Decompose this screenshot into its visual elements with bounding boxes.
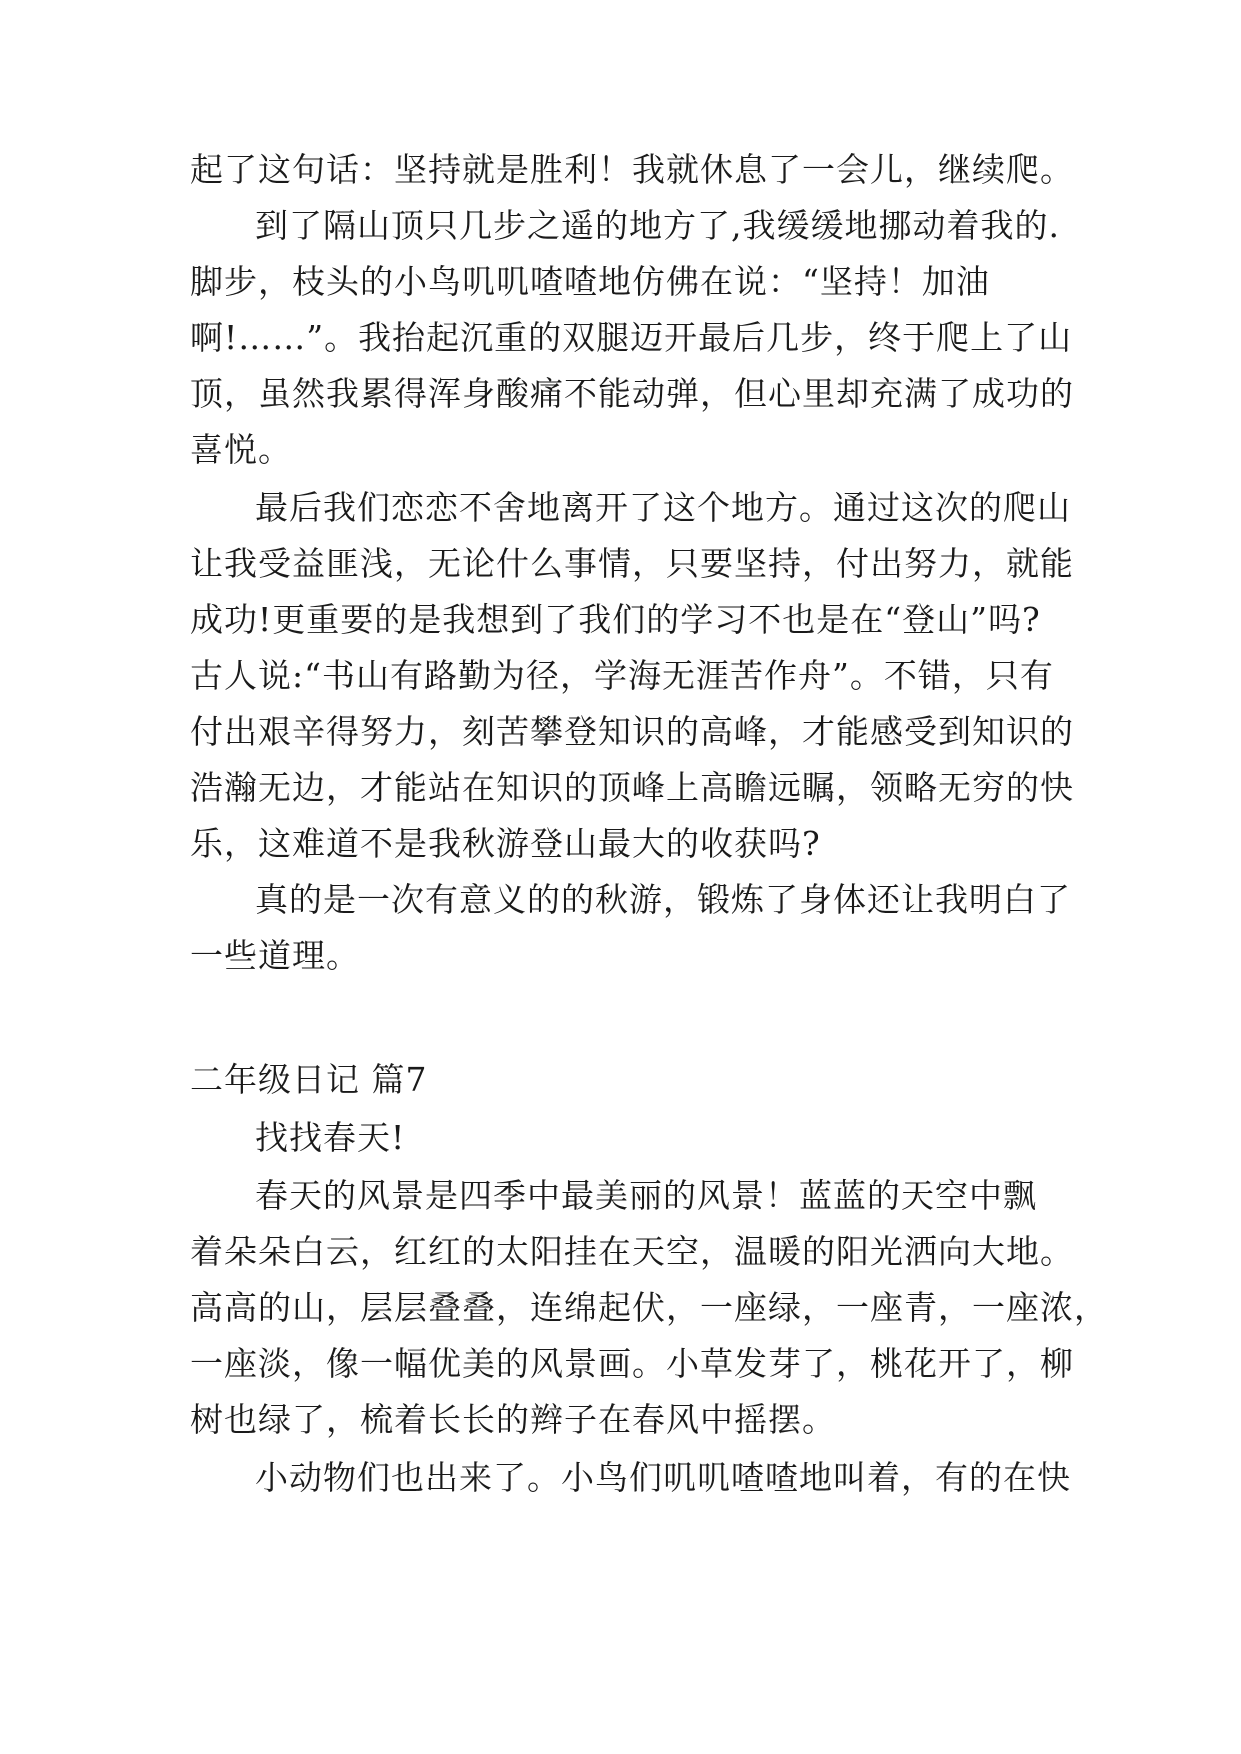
- text-line: 啊!……”。我抬起沉重的双腿迈开最后几步，终于爬上了山: [190, 318, 1073, 357]
- text-line: 乐，这难道不是我秋游登山最大的收获吗?: [190, 824, 821, 863]
- paragraph-first-line: 小动物们也出来了。小鸟们叽叽喳喳地叫着，有的在快: [255, 1458, 1071, 1497]
- text-line: 一座淡，像一幅优美的风景画。小草发芽了，桃花开了，柳: [190, 1344, 1074, 1383]
- section-heading: 二年级日记 篇7: [190, 1060, 428, 1099]
- text-line: 让我受益匪浅，无论什么事情，只要坚持，付出努力，就能: [190, 544, 1074, 583]
- paragraph-first-line: 真的是一次有意义的的秋游，锻炼了身体还让我明白了: [255, 880, 1071, 919]
- text-line: 脚步，枝头的小鸟叽叽喳喳地仿佛在说：“坚持！加油: [190, 262, 990, 301]
- text-line: 浩瀚无边，才能站在知识的顶峰上高瞻远瞩，领略无穷的快: [190, 768, 1074, 807]
- paragraph-first-line: 最后我们恋恋不舍地离开了这个地方。通过这次的爬山: [255, 488, 1071, 527]
- text-line: 起了这句话：坚持就是胜利！我就休息了一会儿，继续爬。: [190, 150, 1074, 189]
- text-line: 古人说:“书山有路勤为径，学海无涯苦作舟”。不错，只有: [190, 656, 1054, 695]
- text-line: 成功!更重要的是我想到了我们的学习不也是在“登山”吗?: [190, 600, 1041, 639]
- text-line: 喜悦。: [190, 430, 292, 469]
- paragraph-first-line: 到了隔山顶只几步之遥的地方了,我缓缓地挪动着我的.: [255, 206, 1060, 245]
- entry-title: 找找春天!: [255, 1118, 406, 1157]
- text-line: 树也绿了，梳着长长的辫子在春风中摇摆。: [190, 1400, 836, 1439]
- text-line: 一些道理。: [190, 936, 360, 975]
- paragraph-first-line: 春天的风景是四季中最美丽的风景！蓝蓝的天空中飘: [255, 1176, 1037, 1215]
- text-line: 顶，虽然我累得浑身酸痛不能动弹，但心里却充满了成功的: [190, 374, 1074, 413]
- text-line: 高高的山，层层叠叠，连绵起伏，一座绿，一座青，一座浓，: [190, 1288, 1108, 1327]
- text-line: 付出艰辛得努力，刻苦攀登知识的高峰，才能感受到知识的: [190, 712, 1074, 751]
- text-line: 着朵朵白云，红红的太阳挂在天空，温暖的阳光洒向大地。: [190, 1232, 1074, 1271]
